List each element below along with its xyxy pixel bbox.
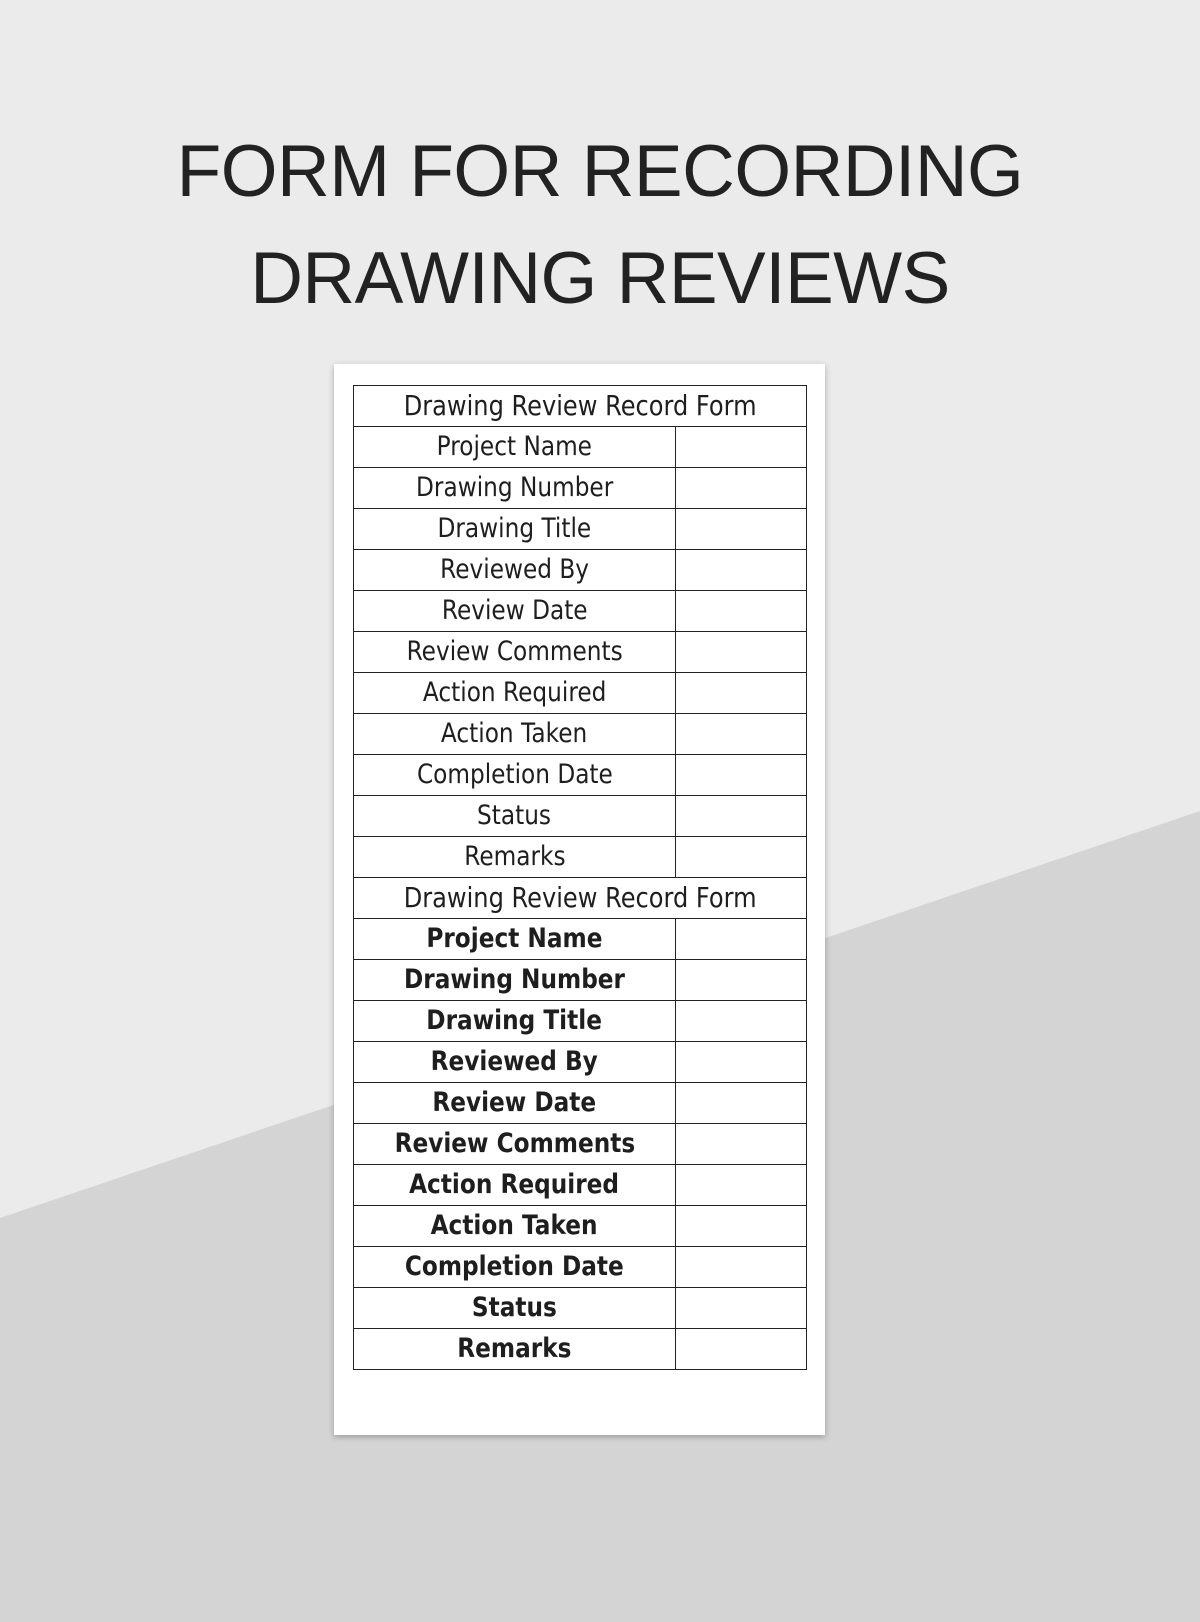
table-row [354,509,807,550]
field-label: Remarks [463,841,566,872]
field-label: Review Date [432,1087,597,1118]
field-label: Status [472,1292,557,1323]
table-row [354,1042,807,1083]
field-label-cell [354,673,676,714]
field-value-cell[interactable] [676,591,807,632]
field-label-cell [354,1165,676,1206]
field-value-cell[interactable] [676,796,807,837]
field-value-cell[interactable] [676,755,807,796]
field-label: Action Taken [431,1210,598,1241]
table-row [354,632,807,673]
field-label: Review Comments [394,1128,635,1159]
field-label: Review Date [441,595,588,626]
field-label-cell [354,1083,676,1124]
page-title-line-2: DRAWING REVIEWS [250,238,950,319]
form-header [354,878,807,919]
field-value-cell[interactable] [676,550,807,591]
field-label: Drawing Number [415,472,614,503]
field-label-cell [354,1288,676,1329]
field-value-cell[interactable] [676,673,807,714]
table-row [354,591,807,632]
field-label-cell [354,1329,676,1370]
table-row [354,919,807,960]
field-value-cell[interactable] [676,509,807,550]
table-row [354,1247,807,1288]
form-sheet [334,364,825,1435]
field-value-cell[interactable] [676,1206,807,1247]
field-label: Review Comments [406,636,623,667]
table-row [354,1165,807,1206]
field-value-cell[interactable] [676,714,807,755]
table-row [354,714,807,755]
table-row [354,1083,807,1124]
table-row [354,755,807,796]
field-label: Reviewed By [430,1046,599,1077]
page-title [0,118,1200,332]
table-row [354,796,807,837]
field-label-cell [354,1206,676,1247]
field-label-cell [354,427,676,468]
field-value-cell[interactable] [676,1042,807,1083]
field-value-cell[interactable] [676,960,807,1001]
form-header-row [354,878,807,919]
form-header-text: Drawing Review Record Form [403,881,757,914]
field-value-cell[interactable] [676,919,807,960]
field-label-cell [354,919,676,960]
field-value-cell[interactable] [676,837,807,878]
field-label-cell [354,1247,676,1288]
field-value-cell[interactable] [676,1124,807,1165]
field-label: Completion Date [416,759,613,790]
field-label-cell [354,550,676,591]
page-title-line-1: FORM FOR RECORDING [176,131,1024,212]
table-row [354,1288,807,1329]
field-label-cell [354,755,676,796]
field-value-cell[interactable] [676,1288,807,1329]
table-row [354,960,807,1001]
field-value-cell[interactable] [676,1329,807,1370]
table-row [354,1206,807,1247]
form-header [354,386,807,427]
field-label-cell [354,632,676,673]
field-label-cell [354,1001,676,1042]
field-label: Drawing Number [403,964,626,995]
field-value-cell[interactable] [676,1001,807,1042]
table-row [354,550,807,591]
field-value-cell[interactable] [676,1165,807,1206]
table-row [354,427,807,468]
table-row [354,837,807,878]
field-label-cell [354,837,676,878]
field-label: Action Required [409,1169,620,1200]
table-row [354,673,807,714]
table-row [354,1001,807,1042]
field-value-cell[interactable] [676,632,807,673]
field-label-cell [354,1124,676,1165]
table-row [354,468,807,509]
field-label: Project Name [426,923,603,954]
field-label: Drawing Title [426,1005,603,1036]
field-label: Project Name [436,431,593,462]
table-row [354,1329,807,1370]
field-value-cell[interactable] [676,427,807,468]
field-label: Action Taken [441,718,588,749]
table-row [354,1124,807,1165]
field-label-cell [354,468,676,509]
field-value-cell[interactable] [676,1083,807,1124]
field-label: Remarks [457,1333,572,1364]
field-label: Drawing Title [437,513,592,544]
field-label-cell [354,1042,676,1083]
review-record-table [353,385,807,1370]
field-label-cell [354,714,676,755]
field-label: Reviewed By [440,554,589,585]
field-label-cell [354,509,676,550]
field-value-cell[interactable] [676,468,807,509]
form-header-row [354,386,807,427]
field-label-cell [354,591,676,632]
field-label-cell [354,960,676,1001]
form-header-text: Drawing Review Record Form [403,389,757,422]
field-label: Completion Date [405,1251,624,1282]
field-label: Action Required [422,677,607,708]
field-label-cell [354,796,676,837]
field-value-cell[interactable] [676,1247,807,1288]
field-label: Status [477,800,552,831]
